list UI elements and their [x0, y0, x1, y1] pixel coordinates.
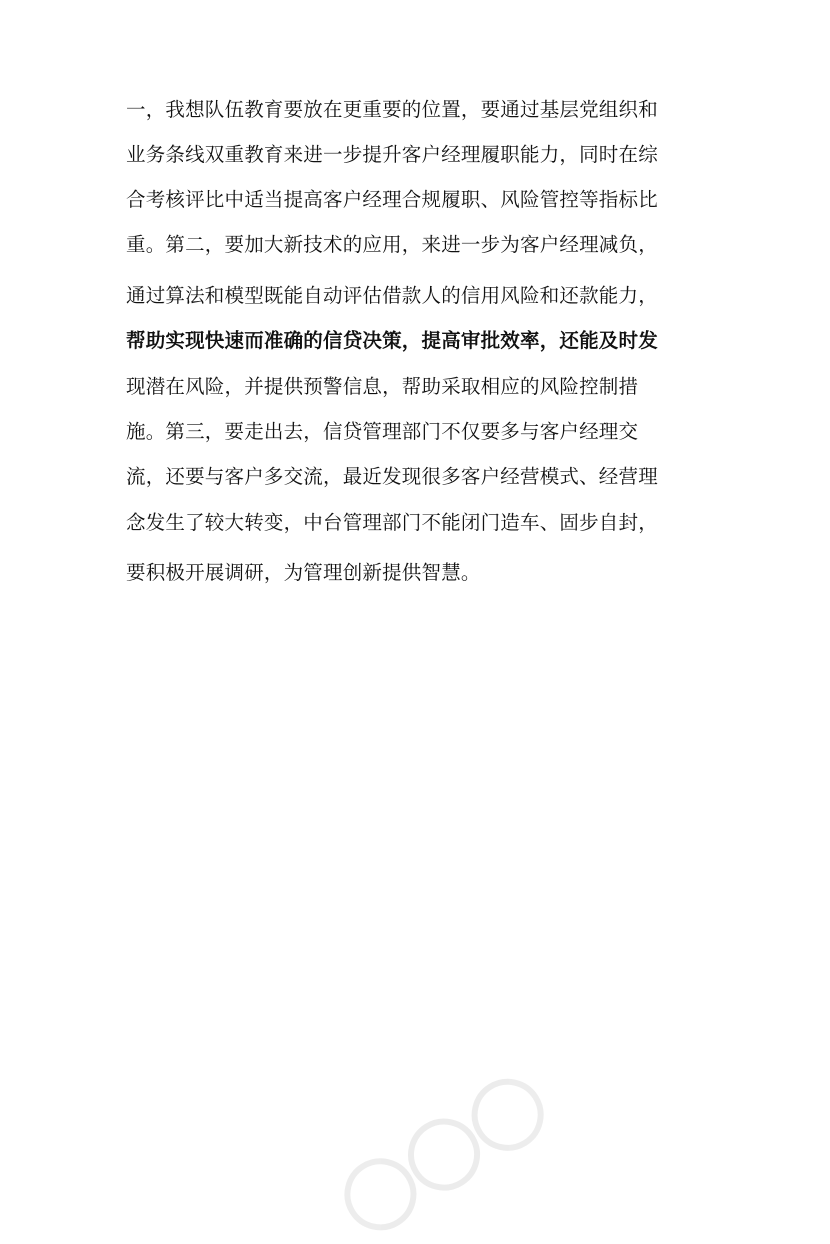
- paragraph-line: 业务条线双重教育来进一步提升客户经理履职能力，同时在综: [126, 143, 658, 166]
- paragraph-line: 通过算法和模型既能自动评估借款人的信用风险和还款能力，: [126, 284, 658, 307]
- paragraph-line: 流，还要与客户多交流，最近发现很多客户经营模式、经营理: [126, 465, 658, 488]
- paragraph-line: 要积极开展调研，为管理创新提供智慧。: [126, 561, 481, 584]
- paragraph-line: 现潜在风险，并提供预警信息，帮助采取相应的风险控制措: [126, 375, 639, 398]
- paragraph-line: 一，我想队伍教育要放在更重要的位置，要通过基层党组织和: [126, 98, 658, 121]
- watermark-graphic: [331, 1066, 549, 1233]
- paragraph-line: 合考核评比中适当提高客户经理合规履职、风险管控等指标比: [126, 188, 658, 211]
- paragraph-line-bold: 帮助实现快速而准确的信贷决策，提高审批效率，还能及时发: [126, 329, 658, 352]
- paragraph-line: 施。第三，要走出去，信贷管理部门不仅要多与客户经理交: [126, 420, 639, 443]
- paragraph-line: 念发生了较大转变，中台管理部门不能闭门造车、固步自封，: [126, 511, 658, 534]
- paragraph-line: 重。第二，要加大新技术的应用，来进一步为客户经理减负，: [126, 233, 658, 256]
